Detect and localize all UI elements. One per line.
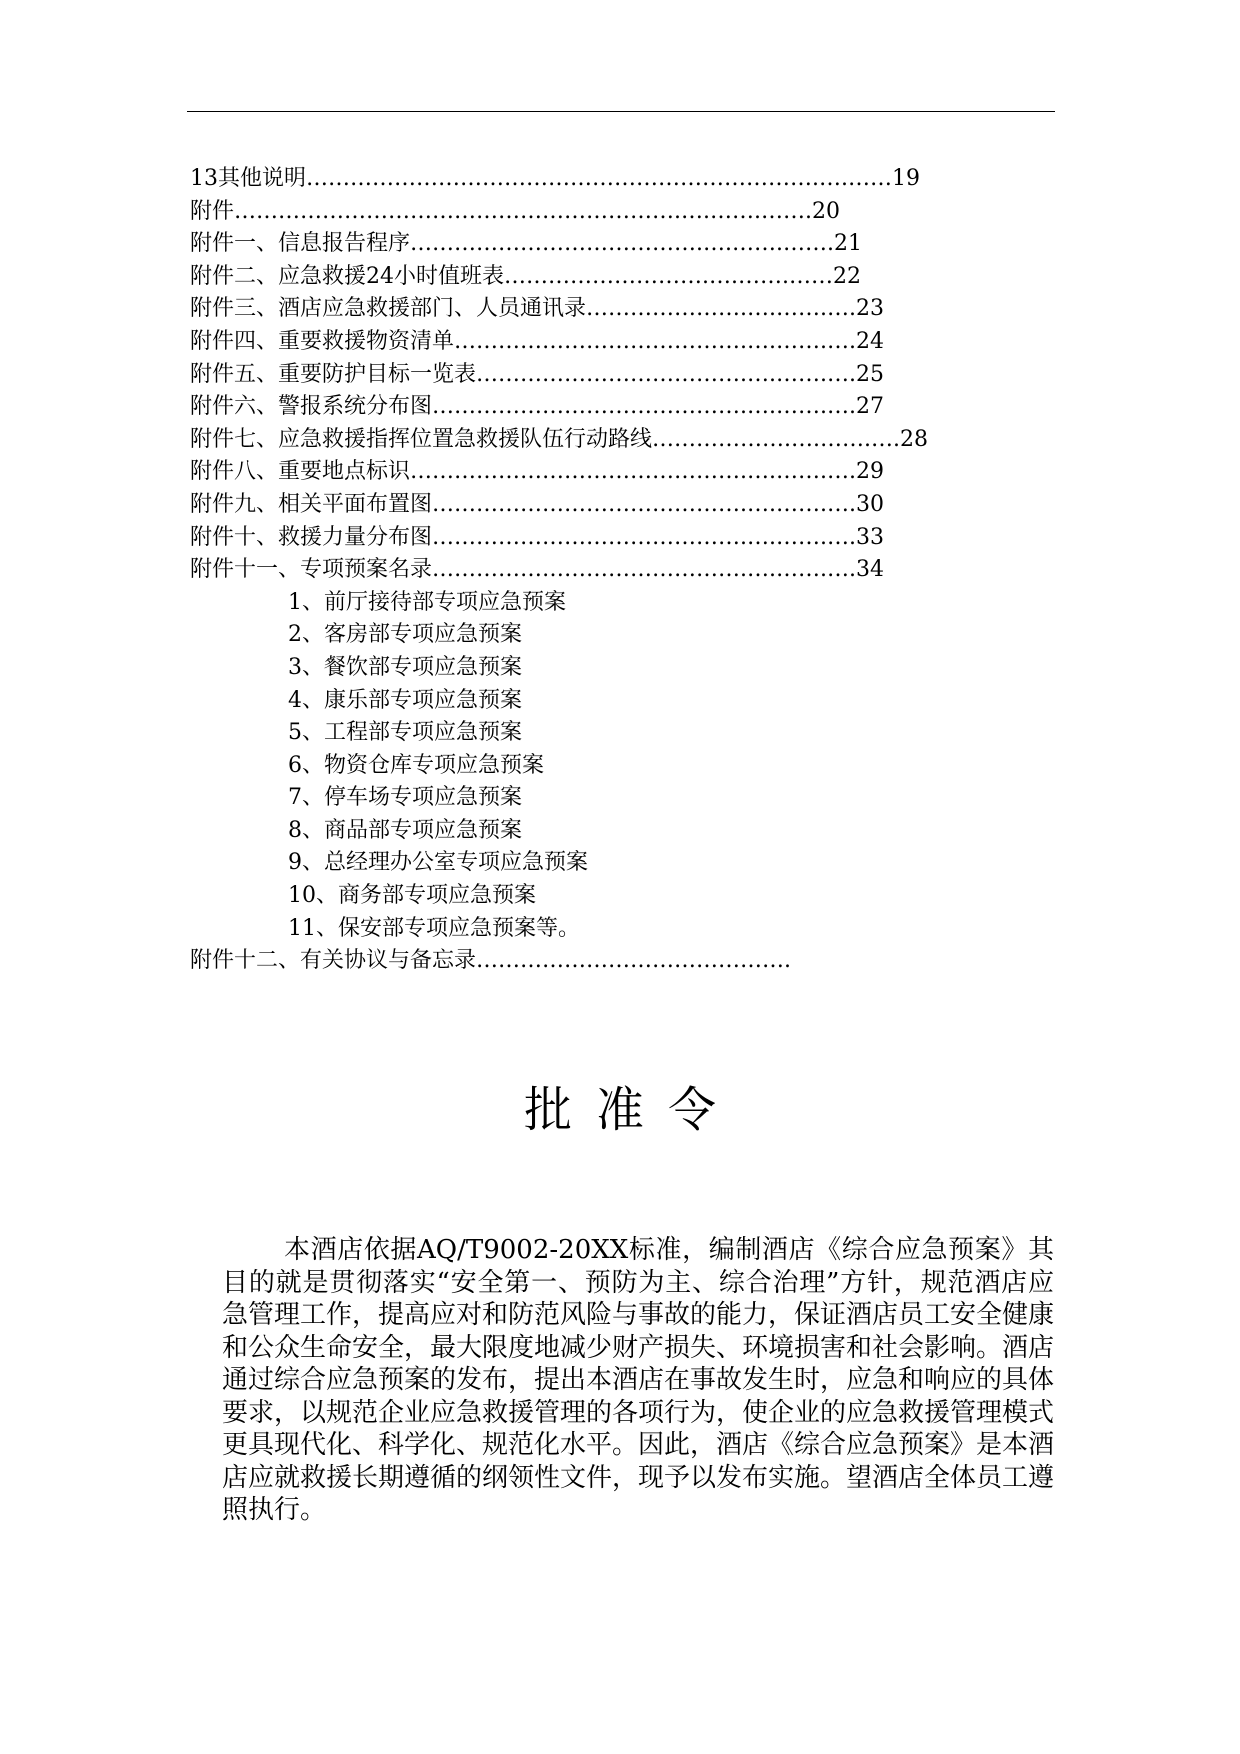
table-of-contents — [190, 163, 1020, 978]
toc-entry[interactable]: 附件一、信息报告程序………………………………….….…….…….21 — [190, 231, 862, 257]
toc-sub-item: 1、前厅接待部专项应急预案 — [288, 589, 566, 615]
toc-entry[interactable]: 附件三、酒店应急救援部门、人员通讯录………………….….…….….23 — [190, 296, 884, 322]
toc-entry[interactable]: 13其他说明…………………………………………………………….….……19 — [190, 166, 920, 191]
toc-entry[interactable]: 附件七、应急救援指挥位置急救援队伍行动路线……………….….…….….28 — [190, 426, 928, 452]
toc-entry[interactable]: 附件…………………………………………………….….…….…….20 — [190, 198, 840, 224]
header-rule — [187, 111, 1055, 112]
toc-sub-item: 8、商品部专项应急预案 — [288, 817, 522, 843]
toc-sub-item: 7、停车场专项应急预案 — [288, 785, 522, 811]
approval-title: 批准令 — [523, 1082, 740, 1138]
toc-sub-item: 4、康乐部专项应急预案 — [288, 687, 522, 713]
toc-entry[interactable]: 附件二、应急救援24小时值班表……………………….….…….……22 — [190, 263, 861, 289]
toc-sub-item: 11、保安部专项应急预案等。 — [288, 915, 580, 941]
toc-entry[interactable]: 附件九、相关平面布置图…………………………………….….…….….30 — [190, 491, 884, 517]
toc-entry[interactable]: 附件五、重要防护目标一览表……………………………….….…….….25 — [190, 361, 884, 387]
toc-entry[interactable]: 附件八、重要地点标识……………………………………….….…….….29 — [190, 459, 884, 485]
toc-sub-item: 10、商务部专项应急预案 — [288, 883, 536, 909]
toc-entry[interactable]: 附件十、救援力量分布图…………………………………….….…….….33 — [190, 524, 884, 550]
approval-body-paragraph: 本酒店依据AQ/T9002-20XX标准，编制酒店《综合应急预案》其目的就是贯彻落实“安全第一、预防为主、综合治理”方针，规范酒店应急管理工作，提高应对和防范风险与事故的能力，保证酒店员工安全健康和公众生命安全，最大限度地减少财产损失、环境损害和社会影响。酒店通过综合应急预案的发布，提出本酒店在事故发生时，应急和响应的具体要求，以规范企业应急救援管理的各项行为，使企业的应急救援管理模式更具现代化、科学化、规范化水平。因此，酒店《综合应急预案》是本酒店应就救援长期遵循的纲领性文件，现予以发布实施。望酒店全体员工遵照执行。 — [222, 1235, 1055, 1525]
toc-sub-item: 3、餐饮部专项应急预案 — [288, 654, 522, 680]
toc-entry[interactable]: 附件四、重要救援物资清单………………………………….….…….….24 — [190, 328, 884, 354]
toc-sub-item: 9、总经理办公室专项应急预案 — [288, 850, 588, 876]
toc-entry-last[interactable]: 附件十二、有关协议与备忘录……………………………………. — [190, 948, 791, 974]
toc-sub-item: 2、客房部专项应急预案 — [288, 622, 522, 648]
toc-sub-item: 6、物资仓库专项应急预案 — [288, 752, 544, 778]
toc-sub-item: 5、工程部专项应急预案 — [288, 720, 522, 746]
toc-entry[interactable]: 附件六、警报系统分布图…………………………………….….…….….27 — [190, 394, 884, 420]
toc-entry[interactable]: 附件十一、专项预案名录…………………………………….….…….….34 — [190, 557, 884, 583]
